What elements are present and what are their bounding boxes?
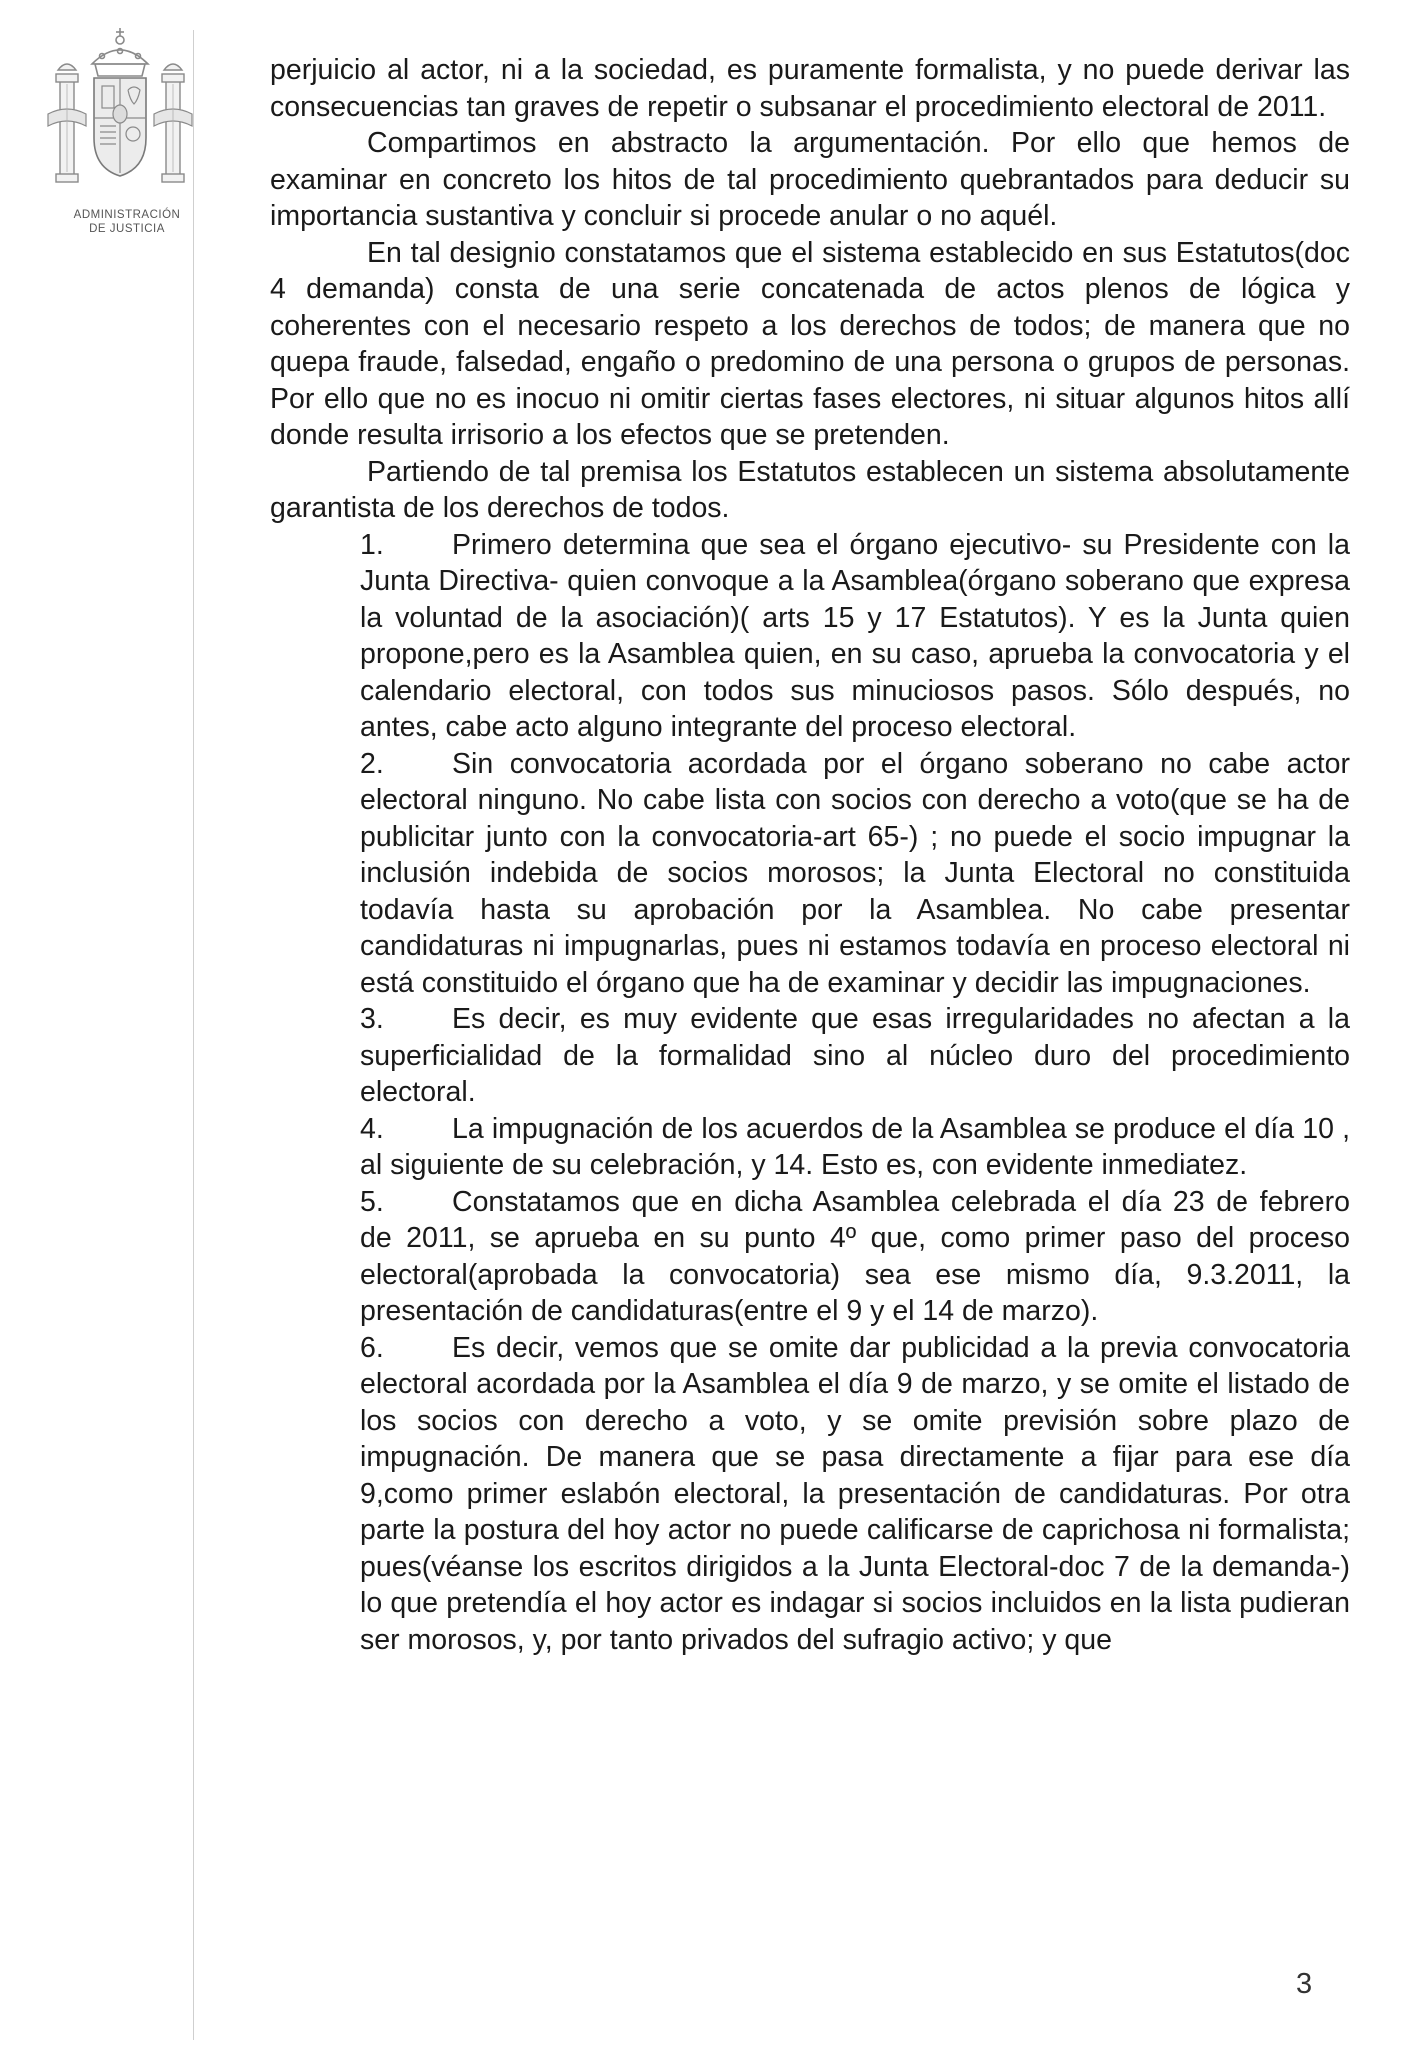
list-item-text: Es decir, vemos que se omite dar publicidad a la previa convocatoria electoral acordada por la Asamblea el día 9 de marzo, y se omite el listado de los socios con derecho a voto, y se omite previsión sobre plazo de impugnación. De manera que se pasa directamente a fijar para ese día 9,como primer eslabón electoral, la presentación de candidaturas. Por otra parte la postura del hoy actor no puede calificarse de caprichosa ni formalista; pues(véanse los escritos dirigidos a la Junta Electoral-doc 7 de la demanda-) lo que pretendía el hoy actor es indagar si socios incluidos en la lista pudieran ser morosos, y, por tanto privados del sufragio activo; y que xyxy=(360,1331,1350,1656)
document-body xyxy=(270,52,1350,1658)
list-item xyxy=(360,746,1350,1002)
institution-label xyxy=(52,208,202,236)
list-item-text: Constatamos que en dicha Asamblea celebrada el día 23 de febrero de 2011, se aprueba en su punto 4º que, como primer paso del proceso electoral(aprobada la convocatoria) sea ese mismo día, 9.3.2011, la presentación de candidaturas(entre el 9 y el 14 de marzo). xyxy=(360,1185,1350,1327)
paragraph: En tal designio constatamos que el sistema establecido en sus Estatutos(doc 4 demanda) consta de una serie concatenada de actos plenos de lógica y coherentes con el necesario respeto a los derechos de todos; de manera que no quepa fraude, falsedad, engaño o predomino de una persona o grupos de personas. Por ello que no es inocuo ni omitir ciertas fases electores, ni situar algunos hitos allí donde resulta irrisorio a los efectos que se pretenden. xyxy=(270,236,1350,451)
list-item-text: La impugnación de los acuerdos de la Asamblea se produce el día 10 , al siguiente de su celebración, y 14. Esto es, con evidente inmediatez. xyxy=(360,1112,1350,1181)
numbered-list xyxy=(270,527,1350,1659)
coat-of-arms-icon xyxy=(40,18,200,208)
list-item-text: Primero determina que sea el órgano ejecutivo- su Presidente con la Junta Directiva- quien convoque a la Asamblea(órgano soberano que expresa la voluntad de la asociación)( arts 15 y 17 Estatutos). Y es la Junta quien propone,pero es la Asamblea quien, en su caso, aprueba la convocatoria y el calendario electoral, con todos sus minuciosos pasos. Sólo después, no antes, cabe acto alguno integrante del proceso electoral. xyxy=(360,528,1350,743)
institution-label-line1: ADMINISTRACIÓN xyxy=(73,209,181,221)
list-item-number: 6. xyxy=(360,1331,384,1364)
list-item xyxy=(360,527,1350,746)
paragraph: Compartimos en abstracto la argumentación. Por ello que hemos de examinar en concreto los hitos de tal procedimiento quebrantados para deducir su importancia sustantiva y concluir si procede anular o no aquél. xyxy=(270,127,1350,232)
institution-label-line2: DE JUSTICIA xyxy=(89,223,165,235)
list-item-text: Es decir, es muy evidente que esas irregularidades no afectan a la superficialidad de la formalidad sino al núcleo duro del procedimiento electoral. xyxy=(360,1003,1350,1108)
paragraph: perjuicio al actor, ni a la sociedad, es puramente formalista, y no puede derivar las consecuencias tan graves de repetir o subsanar el procedimiento electoral de 2011. xyxy=(270,54,1350,123)
coat-of-arms-emblem xyxy=(40,18,200,228)
list-item-number: 3. xyxy=(360,1003,384,1035)
margin-rule xyxy=(193,30,194,2040)
list-item-number: 2. xyxy=(360,747,384,780)
page-number: 3 xyxy=(1296,1968,1313,2000)
list-item xyxy=(360,1001,1350,1111)
list-item xyxy=(360,1330,1350,1659)
list-item-number: 5. xyxy=(360,1185,384,1218)
list-item-text: Sin convocatoria acordada por el órgano soberano no cabe actor electoral ninguno. No cabe lista con socios con derecho a voto(que se ha de publicitar junto con la convocatoria-art 65-) ; no puede el socio impugnar la inclusión indebida de socios morosos; la Junta Electoral no constituida todavía hasta su aprobación por la Asamblea. No cabe presentar candidaturas ni impugnarlas, pues ni estamos todavía en proceso electoral ni está constituido el órgano que ha de examinar y decidir las impugnaciones. xyxy=(360,747,1350,999)
paragraph: Partiendo de tal premisa los Estatutos establecen un sistema absolutamente garantista de los derechos de todos. xyxy=(270,455,1350,524)
list-item-number: 4. xyxy=(360,1112,384,1145)
list-item-number: 1. xyxy=(360,528,384,561)
list-item xyxy=(360,1184,1350,1330)
list-item xyxy=(360,1111,1350,1184)
